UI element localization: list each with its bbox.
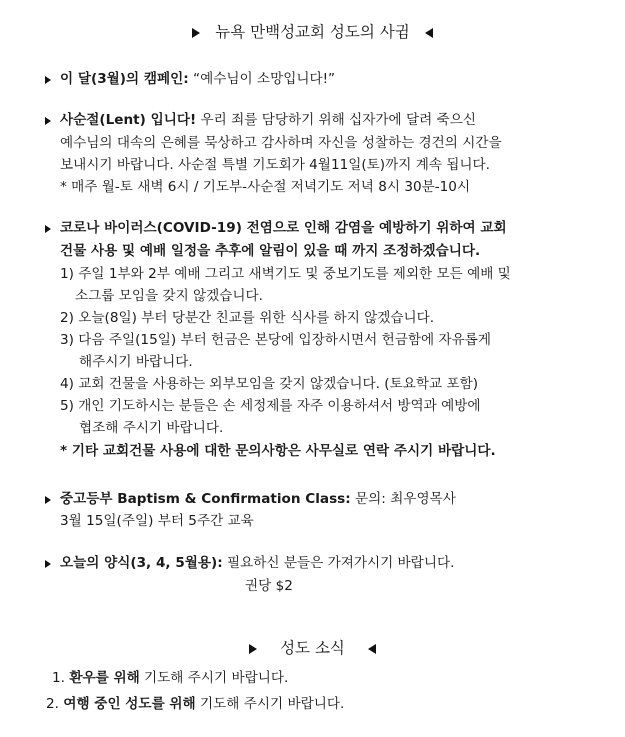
lent-line-2: 예수님의 대속의 은혜를 묵상하고 감사하며 자신을 성찰하는 경건의 시간을: [60, 135, 502, 151]
covid-item-3-cont: 해주시기 바랍니다.: [79, 354, 193, 370]
forms-line-1: [60, 553, 454, 574]
forms-label: 오늘의 양식(3, 4, 5월용):: [60, 555, 223, 571]
bullet-icon: [45, 496, 51, 504]
news-item-bold: 환우를 위해: [69, 670, 140, 686]
bullet-icon: [45, 560, 51, 568]
triangle-left-icon: [368, 644, 376, 654]
campaign-label: 이 달(3월)의 캠페인:: [60, 71, 189, 87]
covid-note: * 기타 교회건물 사용에 대한 문의사항은 사무실로 연락 주시기 바랍니다.: [60, 443, 496, 459]
lent-line-1-rest: 우리 죄를 담당하기 위해 십자가에 달려 죽으신: [196, 112, 476, 128]
bullet-icon: [45, 76, 51, 84]
covid-item-2: 2) 오늘(8일) 부터 당분간 친교를 위한 식사를 하지 않겠습니다.: [60, 310, 435, 326]
news-item-bold: 여행 중인 성도를 위해: [63, 696, 196, 712]
covid-line-1: 코로나 바이러스(COVID-19) 전염으로 인해 감염을 예방하기 위하여 교회: [60, 220, 507, 236]
lent-line-1: [60, 110, 476, 131]
forms-price: 권당 $2: [245, 578, 293, 594]
baptism-label: 중고등부 Baptism & Confirmation Class:: [60, 491, 351, 507]
page-title-text: 뉴욕 만백성교회 성도의 사귐: [215, 23, 410, 41]
news-item: [46, 694, 344, 715]
triangle-left-icon: [425, 28, 433, 38]
covid-item-4: 4) 교회 건물을 사용하는 외부모임을 갖지 않겠습니다. (토요학교 포함): [60, 376, 478, 392]
news-item: [52, 668, 288, 689]
covid-item-1-cont: 소그룹 모임을 갖지 않겠습니다.: [75, 288, 263, 304]
lent-line-3: 보내시기 바랍니다. 사순절 특별 기도회가 4월11일(토)까지 계속 됩니다.: [60, 157, 490, 173]
campaign-text: “예수님이 소망입니다!”: [193, 71, 336, 87]
page-title: [0, 22, 625, 43]
covid-item-5: 5) 개인 기도하시는 분들은 손 세정제를 자주 이용하셔서 방역과 예방에: [60, 398, 481, 414]
baptism-line-1: [60, 489, 456, 510]
covid-item-3: 3) 다음 주일(15일) 부터 헌금은 본당에 입장하시면서 헌금함에 자유롭게: [60, 332, 491, 348]
news-item-rest: 기도해 주시기 바랍니다.: [139, 670, 289, 686]
news-item-num: 1.: [52, 670, 65, 686]
triangle-right-icon: [249, 644, 257, 654]
news-item-rest: 기도해 주시기 바랍니다.: [195, 696, 345, 712]
campaign-line: [60, 69, 335, 90]
lent-line-4: * 매주 월-토 새벽 6시 / 기도부-사순절 저녁기도 저녁 8시 30분-10시: [60, 179, 471, 195]
bullet-icon: [45, 225, 51, 233]
triangle-right-icon: [192, 28, 200, 38]
covid-item-5-cont: 협조해 주시기 바랍니다.: [79, 420, 224, 436]
baptism-line-2: 3월 15일(주일) 부터 5주간 교육: [60, 513, 254, 529]
covid-item-1: 1) 주일 1부와 2부 예배 그리고 새벽기도 및 중보기도를 제외한 모든 예배 및: [60, 266, 511, 282]
baptism-contact: 문의: 최우영목사: [350, 491, 456, 507]
news-title: [0, 638, 625, 659]
news-title-text: 성도 소식: [280, 639, 345, 657]
bullet-icon: [45, 117, 51, 125]
forms-text: 필요하신 분들은 가져가시기 바랍니다.: [222, 555, 455, 571]
lent-heading: 사순절(Lent) 입니다!: [60, 112, 197, 128]
covid-line-2: 건물 사용 및 예배 일정을 추후에 알림이 있을 때 까지 조정하겠습니다.: [60, 243, 481, 259]
news-item-num: 2.: [46, 696, 59, 712]
